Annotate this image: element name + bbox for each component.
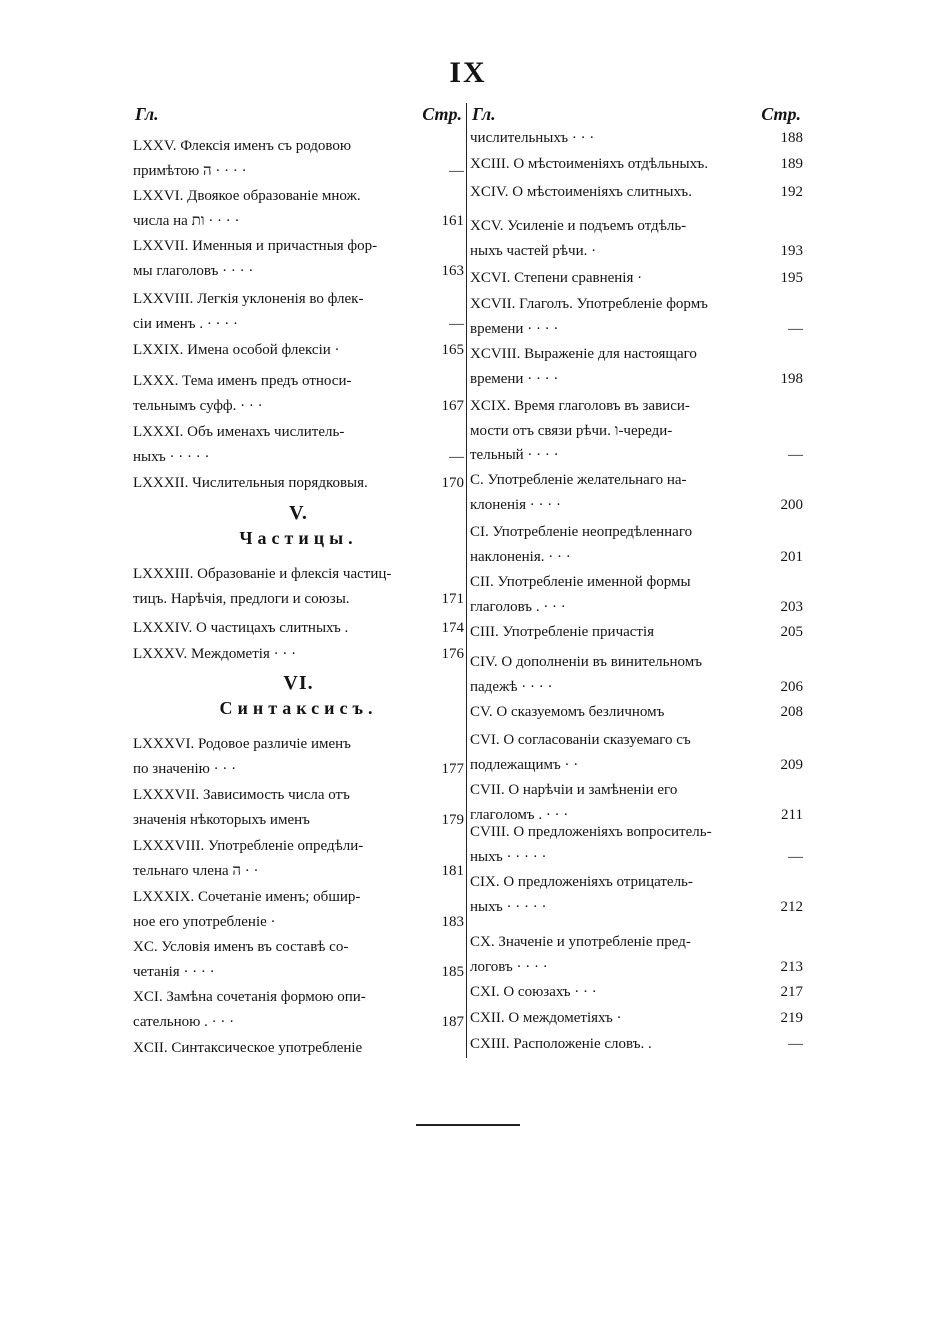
toc-entry-text: мости отъ связи рѣчи. ו-череди-: [470, 422, 673, 439]
toc-page-number: 198: [780, 370, 803, 387]
toc-entry-line: [133, 587, 464, 612]
toc-entry-line: [133, 159, 464, 184]
toc-page-number: —: [788, 320, 803, 337]
toc-entry-line: [470, 545, 803, 570]
toc-entry-line: [470, 753, 803, 778]
toc-entry-line: [470, 595, 803, 620]
toc-entry: [470, 266, 803, 291]
toc-entry-text: LXXXII. Числительныя порядковыя.: [133, 475, 368, 491]
toc-entry-text: CV. О сказуемомъ безличномъ: [470, 704, 665, 720]
toc-entry-text: LXXVIII. Легкія уклоненія во флек-: [133, 291, 364, 307]
toc-entry-line: [470, 620, 803, 645]
toc-entry-line: [470, 845, 803, 870]
toc-entry-text: CXI. О союзахъ · · ·: [470, 984, 597, 1000]
toc-entry-text: времени · · · ·: [470, 370, 559, 387]
toc-page-number: 183: [441, 913, 464, 930]
toc-entry-text: XCVII. Глаголъ. Употребленіе формъ: [470, 296, 708, 312]
toc-page-number: 203: [780, 598, 803, 615]
toc-entry: [470, 152, 803, 177]
toc-entry-text: значенія нѣкоторыхъ именъ: [133, 811, 310, 828]
toc-entry-text: подлежащимъ · ·: [470, 756, 579, 773]
toc-entry-text: LXXXV. Междометія · · ·: [133, 646, 297, 662]
toc-entry-text: примѣтою ה · · · ·: [133, 162, 247, 179]
toc-entry-line: [133, 910, 464, 935]
left-column: [133, 104, 464, 1056]
toc-entry-text: CXII. О междометіяхъ ·: [470, 1010, 622, 1026]
toc-entry: [470, 570, 803, 619]
toc-entry-text: числительныхъ · · ·: [470, 130, 595, 146]
toc-entry-line: [133, 562, 464, 587]
toc-entry-text: логовъ · · · ·: [470, 958, 548, 975]
toc-entry: [470, 126, 803, 151]
toc-page-number: 170: [441, 475, 464, 491]
toc-entry-text: XCII. Синтаксическое употребленіе: [133, 1040, 363, 1056]
toc-entry: [133, 642, 464, 667]
section-vi-title: Синтаксисъ.: [219, 698, 378, 718]
toc-page-number: 171: [441, 590, 464, 607]
toc-entry-text: LXXXVI. Родовое различіе именъ: [133, 736, 351, 752]
toc-entry-text: тельнаго члена ה · ·: [133, 862, 259, 879]
toc-entry: [470, 468, 803, 517]
toc-page-number: 193: [780, 242, 803, 259]
toc-page-number: 188: [780, 130, 803, 146]
toc-entry-text: CI. Употребленіе неопредѣленнаго: [470, 524, 693, 540]
toc-page-number: 211: [781, 806, 803, 823]
toc-entry: [133, 935, 464, 984]
toc-entry-text: ное его употребленіе ·: [133, 913, 276, 930]
page-abbrev: Стр.: [761, 104, 801, 124]
toc-entry-line: [133, 287, 464, 312]
toc-entry-line: [470, 930, 803, 955]
toc-entry-line: [470, 493, 803, 518]
section-v-title: Частицы.: [239, 528, 358, 548]
toc-entry-text: CX. Значеніе и употребленіе пред-: [470, 934, 691, 950]
toc-page-number: 177: [441, 760, 464, 777]
toc-entry-line: [470, 520, 803, 545]
toc-page-number: 212: [780, 898, 803, 915]
toc-entry: [470, 1032, 803, 1057]
toc-entry-text: CIV. О дополненіи въ винительномъ: [470, 654, 702, 670]
toc-entry-text: глаголовъ . · · ·: [470, 598, 566, 615]
toc-entry: [133, 616, 464, 641]
toc-entry-text: тицъ. Нарѣчія, предлоги и союзы.: [133, 590, 350, 607]
toc-page-number: 176: [441, 646, 464, 662]
toc-entry-line: [133, 885, 464, 910]
toc-page-number: 161: [441, 212, 464, 229]
toc-page-number: 219: [780, 1010, 803, 1026]
section-v-number: V.: [289, 502, 308, 524]
toc-page-number: 208: [780, 704, 803, 720]
toc-entry-text: по значенію · · ·: [133, 760, 237, 777]
right-column: [470, 104, 803, 1052]
toc-page-number: 189: [780, 156, 803, 172]
toc-page-number: —: [449, 315, 464, 332]
toc-entry-text: LXXXVII. Зависимость числа отъ: [133, 787, 350, 803]
toc-entry-line: [133, 1036, 464, 1061]
toc-entry-line: [133, 209, 464, 234]
toc-entry-line: [133, 234, 464, 259]
toc-page-number: 187: [441, 1013, 464, 1030]
toc-page-number: 200: [780, 496, 803, 513]
toc-entry-text: CIX. О предложеніяхъ отрицатель-: [470, 874, 693, 890]
toc-entry-line: [133, 642, 464, 667]
toc-page-number: 163: [441, 262, 464, 279]
toc-entry-text: XCIX. Время глаголовъ въ зависи-: [470, 398, 690, 414]
page-number: IX: [449, 56, 487, 89]
toc-entry-line: [133, 445, 464, 470]
toc-entry-line: [470, 180, 803, 205]
toc-entry: [470, 930, 803, 979]
toc-entry: [133, 234, 464, 283]
toc-entry-line: [470, 1032, 803, 1057]
toc-entry-line: [133, 616, 464, 641]
toc-entry-text: ныхъ частей рѣчи. ·: [470, 242, 597, 259]
left-column-header: [133, 104, 464, 126]
toc-entry: [133, 834, 464, 883]
toc-page-number: 205: [780, 624, 803, 640]
toc-entry-line: [133, 338, 464, 363]
toc-page-number: 213: [780, 958, 803, 975]
toc-entry-text: сательною . · · ·: [133, 1013, 235, 1030]
toc-entry: [470, 394, 803, 468]
toc-entry-line: [133, 1010, 464, 1035]
toc-entry: [133, 732, 464, 781]
toc-entry-line: [133, 394, 464, 419]
toc-entry-text: XCV. Усиленіе и подъемъ отдѣль-: [470, 218, 687, 234]
toc-entry-text: LXXVI. Двоякое образованіе множ.: [133, 188, 361, 204]
toc-entry: [133, 184, 464, 233]
toc-entry-line: [470, 728, 803, 753]
toc-entry-line: [470, 778, 803, 803]
toc-page-number: —: [788, 447, 803, 463]
toc-entry: [470, 620, 803, 645]
toc-entry-line: [470, 443, 803, 468]
toc-page-number: —: [449, 162, 464, 179]
toc-page-number: 201: [780, 548, 803, 565]
toc-page-number: 206: [780, 678, 803, 695]
toc-entry: [470, 180, 803, 205]
toc-entry-line: [133, 935, 464, 960]
toc-entry-line: [470, 895, 803, 920]
toc-page-number: 185: [441, 963, 464, 980]
toc-entry-text: времени · · · ·: [470, 320, 559, 337]
chapter-abbrev: Гл.: [135, 104, 159, 124]
toc-entry-text: глаголомъ . · · ·: [470, 806, 569, 823]
toc-entry-text: LXXXVIII. Употребленіе опредѣли-: [133, 838, 364, 854]
toc-entry: [133, 562, 464, 611]
page-abbrev: Стр.: [422, 104, 462, 124]
chapter-abbrev: Гл.: [472, 104, 496, 124]
toc-entry-line: [470, 152, 803, 177]
toc-entry-text: ныхъ · · · · ·: [133, 448, 210, 465]
toc-entry-text: CVIII. О предложеніяхъ вопроситель-: [470, 824, 712, 840]
toc-entry: [133, 885, 464, 934]
toc-entry-text: LXXXI. Объ именахъ числитель-: [133, 424, 345, 440]
toc-page-number: 167: [441, 397, 464, 414]
toc-entry-line: [470, 675, 803, 700]
toc-entry-text: числа на ות · · · ·: [133, 212, 240, 229]
toc-entry-line: [470, 394, 803, 419]
toc-entry: [470, 870, 803, 919]
toc-entry-line: [133, 471, 464, 496]
toc-entry-line: [470, 468, 803, 493]
toc-entry-line: [470, 214, 803, 239]
toc-entry-text: LXXXIX. Сочетаніе именъ; обшир-: [133, 889, 361, 905]
closing-rule: [416, 1124, 520, 1126]
toc-entry-text: тельный · · · ·: [470, 447, 559, 463]
toc-entry: [470, 292, 803, 341]
toc-entry-line: [470, 870, 803, 895]
toc-entry-line: [470, 317, 803, 342]
toc-entry-line: [470, 126, 803, 151]
toc-entry-line: [470, 1006, 803, 1031]
toc-entry-text: LXXVII. Именныя и причастныя фор-: [133, 238, 378, 254]
toc-entry: [133, 287, 464, 336]
toc-entry-text: CIII. Употребленіе причастія: [470, 624, 655, 640]
toc-page-number: 179: [441, 811, 464, 828]
toc-entry-text: ныхъ · · · · ·: [470, 848, 547, 865]
toc-entry-text: XCVI. Степени сравненія ·: [470, 270, 643, 286]
toc-page-number: —: [449, 448, 464, 465]
toc-entry-text: XC. Условія именъ въ составѣ со-: [133, 939, 349, 955]
toc-entry: [470, 342, 803, 391]
toc-page-number: 174: [441, 620, 464, 636]
toc-entry-line: [133, 757, 464, 782]
toc-entry-line: [133, 134, 464, 159]
toc-entry-line: [133, 834, 464, 859]
toc-entry-line: [133, 259, 464, 284]
toc-entry-line: [470, 367, 803, 392]
toc-entry-text: XCIV. О мѣстоименіяхъ слитныхъ.: [470, 184, 692, 200]
toc-entry: [470, 520, 803, 569]
toc-entry-text: LXXIX. Имена особой флексіи ·: [133, 342, 340, 358]
toc-entry: [133, 420, 464, 469]
toc-entry: [470, 700, 803, 725]
toc-page-number: —: [788, 1036, 803, 1052]
toc-page-number: 209: [780, 756, 803, 773]
toc-entry-line: [133, 985, 464, 1010]
toc-entry: [470, 1006, 803, 1031]
toc-entry-text: CXIII. Расположеніе словъ. .: [470, 1036, 652, 1052]
toc-entry: [133, 985, 464, 1034]
toc-page-number: 165: [441, 342, 464, 358]
toc-entry: [133, 1036, 464, 1061]
toc-entry-text: четанія · · · ·: [133, 963, 215, 980]
toc-entry-text: CII. Употребленіе именной формы: [470, 574, 691, 590]
toc-entry-line: [133, 732, 464, 757]
toc-entry-text: LXXX. Тема именъ предъ относи-: [133, 373, 352, 389]
toc-entry-text: XCIII. О мѣстоименіяхъ отдѣльныхъ.: [470, 156, 709, 172]
toc-entry-text: CVII. О нарѣчіи и замѣненіи его: [470, 782, 678, 798]
toc-entry-line: [470, 820, 803, 845]
toc-entry-line: [470, 980, 803, 1005]
toc-page-number: 192: [780, 184, 803, 200]
toc-entry-line: [133, 184, 464, 209]
toc-entry-line: [470, 700, 803, 725]
toc-entry-line: [470, 292, 803, 317]
toc-entry-line: [133, 783, 464, 808]
toc-entry-text: падежѣ · · · ·: [470, 678, 553, 695]
toc-entry-text: LXXV. Флексія именъ съ родовою: [133, 138, 352, 154]
toc-entry-line: [470, 342, 803, 367]
toc-entry-line: [133, 808, 464, 833]
toc-entry-text: наклоненія. · · ·: [470, 548, 571, 565]
right-column-header: [470, 104, 803, 126]
toc-entry: [133, 338, 464, 363]
toc-entry-text: клоненія · · · ·: [470, 496, 562, 513]
toc-entry: [133, 783, 464, 832]
toc-entry-line: [470, 419, 803, 444]
toc-page-number: 181: [441, 862, 464, 879]
toc-entry-line: [133, 312, 464, 337]
toc-entry-text: ныхъ · · · · ·: [470, 898, 547, 915]
toc-entry: [470, 980, 803, 1005]
toc-entry: [470, 214, 803, 263]
toc-entry-line: [470, 266, 803, 291]
toc-entry-text: XCI. Замѣна сочетанія формою опи-: [133, 989, 366, 1005]
toc-entry-text: LXXXIII. Образованіе и флексія частиц-: [133, 566, 392, 582]
toc-entry: [133, 134, 464, 183]
toc-entry: [470, 820, 803, 869]
toc-entry-text: XCVIII. Выраженіе для настоящаго: [470, 346, 697, 362]
toc-page-number: —: [788, 848, 803, 865]
toc-entry-line: [133, 369, 464, 394]
toc-entry: [133, 471, 464, 496]
toc-entry-line: [133, 960, 464, 985]
toc-entry-text: CVI. О согласованіи сказуемаго съ: [470, 732, 691, 748]
toc-entry-text: LXXXIV. О частицахъ слитныхъ .: [133, 620, 349, 636]
toc-entry-text: тельнымъ суфф. · · ·: [133, 397, 263, 414]
toc-page-number: 195: [780, 270, 803, 286]
toc-entry-text: сіи именъ . · · · ·: [133, 315, 239, 332]
toc-entry-line: [470, 955, 803, 980]
column-divider: [466, 103, 467, 1058]
toc-entry-line: [133, 420, 464, 445]
toc-entry: [470, 650, 803, 699]
section-vi-number: VI.: [283, 672, 314, 694]
toc-entry-line: [470, 650, 803, 675]
toc-entry-line: [470, 570, 803, 595]
toc-entry-line: [470, 239, 803, 264]
toc-entry: [470, 728, 803, 777]
toc-entry-text: мы глаголовъ · · · ·: [133, 262, 254, 279]
toc-entry-line: [133, 859, 464, 884]
toc-entry: [133, 369, 464, 418]
toc-page-number: 217: [780, 984, 803, 1000]
toc-entry-text: C. Употребленіе желательнаго на-: [470, 472, 687, 488]
